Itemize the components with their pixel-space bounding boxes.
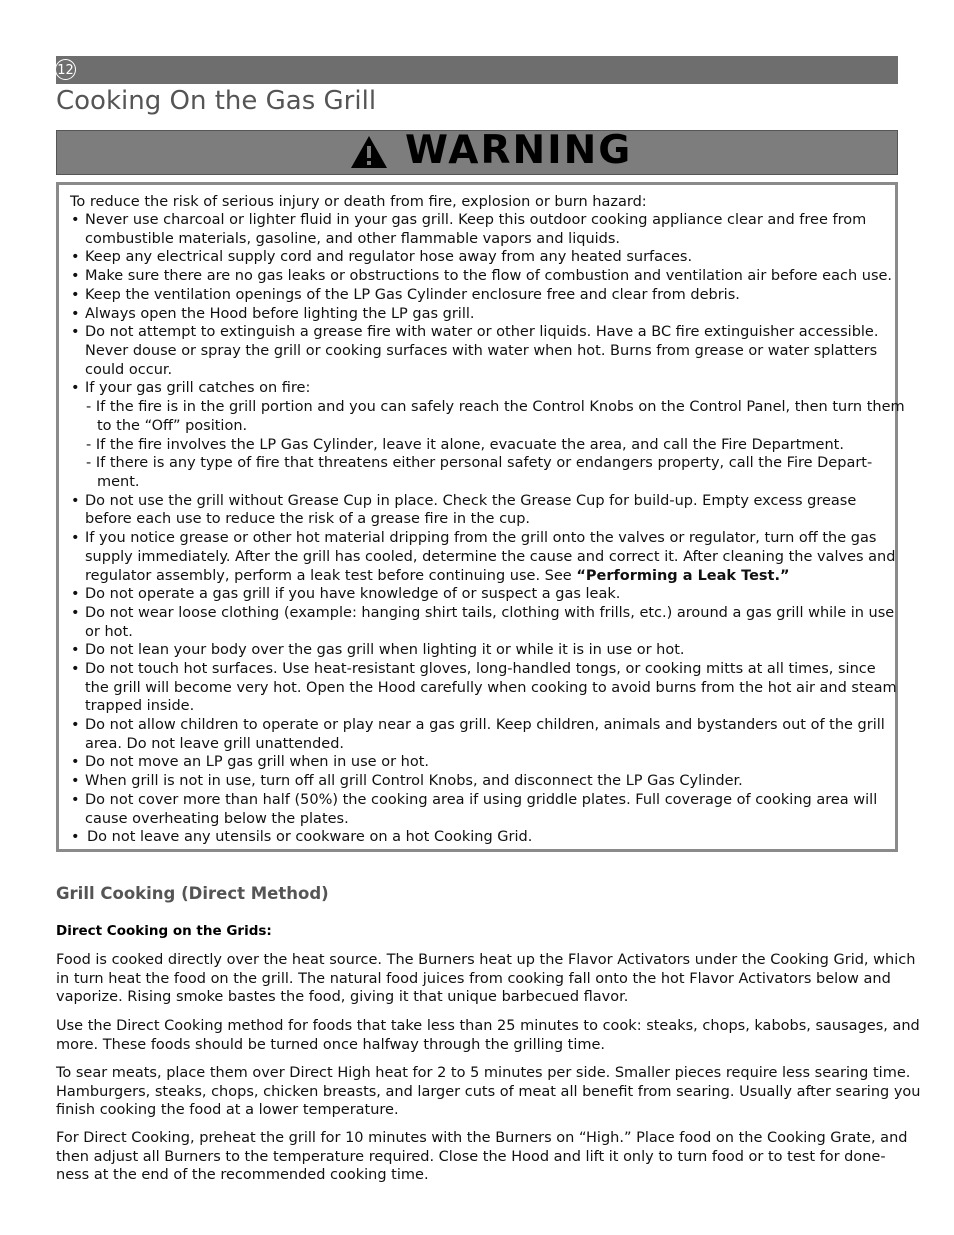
warning-line: Do not wear loose clothing (example: hanging shirt tails, clothing with frills, etc.) around a gas grill while in use (85, 605, 895, 621)
bullet-dot: • (71, 324, 80, 340)
bullet-dot: • (71, 493, 80, 509)
warning-triangle-icon (349, 134, 389, 170)
warning-line: - If the fire involves the LP Gas Cylinder, leave it alone, evacuate the area, and call the Fire Department. (86, 437, 844, 453)
paragraph-line: Hamburgers, steaks, chops, chicken breasts, and larger cuts of meat all benefit from searing. Usually after searing you (56, 1083, 921, 1100)
page-number: 12 (55, 59, 76, 80)
warning-line: Do not touch hot surfaces. Use heat-resistant gloves, long-handled tongs, or cooking mitts at all times, since (85, 661, 876, 677)
bullet-dot: • (71, 268, 80, 284)
warning-line: Do not allow children to operate or play near a gas grill. Keep children, animals and bystanders out of the grill (85, 717, 885, 733)
warning-line: Do not use the grill without Grease Cup in place. Check the Grease Cup for build-up. Empty excess grease (85, 493, 857, 509)
warning-line: to the “Off” position. (97, 418, 248, 434)
warning-line: - If there is any type of fire that threatens either personal safety or endangers property, call the Fire Depart- (86, 455, 873, 471)
bullet-dot: • (71, 661, 80, 677)
paragraph-line: Use the Direct Cooking method for foods that take less than 25 minutes to cook: steaks, chops, kabobs, sausages, and (56, 1018, 920, 1034)
warning-label: WARNING (405, 128, 633, 173)
paragraph-line: To sear meats, place them over Direct High heat for 2 to 5 minutes per side. Smaller pieces require less searing time. (56, 1065, 911, 1081)
warning-line: before each use to reduce the risk of a grease fire in the cup. (85, 511, 531, 527)
warning-line: Always open the Hood before lighting the LP gas grill. (85, 306, 475, 322)
bullet-dot: • (71, 249, 80, 265)
page-title: Cooking On the Gas Grill (56, 86, 377, 116)
bullet-dot: • (71, 829, 80, 845)
paragraph-line: finish cooking the food at a lower temperature. (56, 1102, 399, 1118)
bullet-dot: • (71, 380, 80, 396)
paragraph-line: ness at the end of the recommended cooking time. (56, 1167, 429, 1183)
paragraph-line: For Direct Cooking, preheat the grill for 10 minutes with the Burners on “High.” Place food on the Cooking Grate, and (56, 1130, 908, 1146)
warning-line: Make sure there are no gas leaks or obstructions to the flow of combustion and ventilation air before each use. (85, 268, 893, 284)
bullet-dot: • (71, 717, 80, 733)
warning-intro: To reduce the risk of serious injury or death from fire, explosion or burn hazard: (70, 194, 647, 210)
paragraph-line: in turn heat the food on the grill. The natural food juices from cooking fall onto the hot Flavor Activators below and (56, 970, 891, 987)
warning-line: or hot. (85, 624, 133, 640)
warning-line: cause overheating below the plates. (85, 811, 349, 827)
warning-line: If you notice grease or other hot material dripping from the grill onto the valves or regulator, turn off the gas (85, 530, 877, 546)
bullet-dot: • (71, 306, 80, 322)
warning-line: Do not move an LP gas grill when in use or hot. (85, 754, 430, 770)
warning-line: Do not cover more than half (50%) the cooking area if using griddle plates. Full coverage of cooking area will (85, 792, 878, 808)
warning-line: regulator assembly, perform a leak test before continuing use. See “Performing a Leak Test.” (85, 568, 790, 584)
warning-line: supply immediately. After the grill has cooled, determine the cause and correct it. After cleaning the valves and (85, 549, 896, 565)
paragraph-line: vaporize. Rising smoke bastes the food, giving it that unique barbecued flavor. (56, 989, 629, 1005)
warning-line: Keep any electrical supply cord and regulator hose away from any heated surfaces. (85, 249, 693, 265)
warning-line: trapped inside. (85, 698, 195, 714)
bullet-dot: • (71, 642, 80, 658)
warning-line: area. Do not leave grill unattended. (85, 736, 345, 752)
bullet-dot: • (71, 754, 80, 770)
warning-line: ment. (97, 474, 140, 490)
warning-line: If your gas grill catches on fire: (85, 380, 311, 396)
warning-line: could occur. (85, 362, 173, 378)
warning-line: Never douse or spray the grill or cooking surfaces with water when hot. Burns from grease or water splatters (85, 343, 878, 359)
leak-test-reference: “Performing a Leak Test.” (576, 568, 790, 584)
warning-line: Do not leave any utensils or cookware on a hot Cooking Grid. (87, 829, 533, 845)
bullet-dot: • (71, 605, 80, 621)
warning-line: When grill is not in use, turn off all grill Control Knobs, and disconnect the LP Gas Cylinder. (85, 773, 743, 789)
bullet-dot: • (71, 792, 80, 808)
header-bar (56, 56, 898, 84)
section-subheading: Direct Cooking on the Grids: (56, 923, 272, 939)
warning-line: Do not attempt to extinguish a grease fire with water or other liquids. Have a BC fire extinguisher accessible. (85, 324, 879, 340)
warning-line: - If the fire is in the grill portion and you can safely reach the Control Knobs on the Control Panel, then turn them (86, 399, 905, 415)
warning-line: Do not lean your body over the gas grill when lighting it or while it is in use or hot. (85, 642, 685, 658)
paragraph-line: then adjust all Burners to the temperature required. Close the Hood and lift it only to turn food or to test for done- (56, 1148, 886, 1165)
bullet-dot: • (71, 212, 80, 228)
warning-line: the grill will become very hot. Open the Hood carefully when cooking to avoid burns from the hot air and steam (85, 680, 897, 696)
section-heading: Grill Cooking (Direct Method) (56, 884, 329, 903)
bullet-dot: • (71, 773, 80, 789)
warning-line: Never use charcoal or lighter fluid in your gas grill. Keep this outdoor cooking appliance clear and free from (85, 212, 867, 228)
paragraph-line: more. These foods should be turned once halfway through the grilling time. (56, 1036, 606, 1053)
warning-line: combustible materials, gasoline, and other flammable vapors and liquids. (85, 231, 621, 247)
warning-line: Keep the ventilation openings of the LP Gas Cylinder enclosure free and clear from debris. (85, 287, 740, 303)
bullet-dot: • (71, 287, 80, 303)
bullet-dot: • (71, 530, 80, 546)
paragraph-line: Food is cooked directly over the heat source. The Burners heat up the Flavor Activators under the Cooking Grid, which (56, 952, 916, 968)
warning-line: Do not operate a gas grill if you have knowledge of or suspect a gas leak. (85, 586, 621, 602)
bullet-dot: • (71, 586, 80, 602)
